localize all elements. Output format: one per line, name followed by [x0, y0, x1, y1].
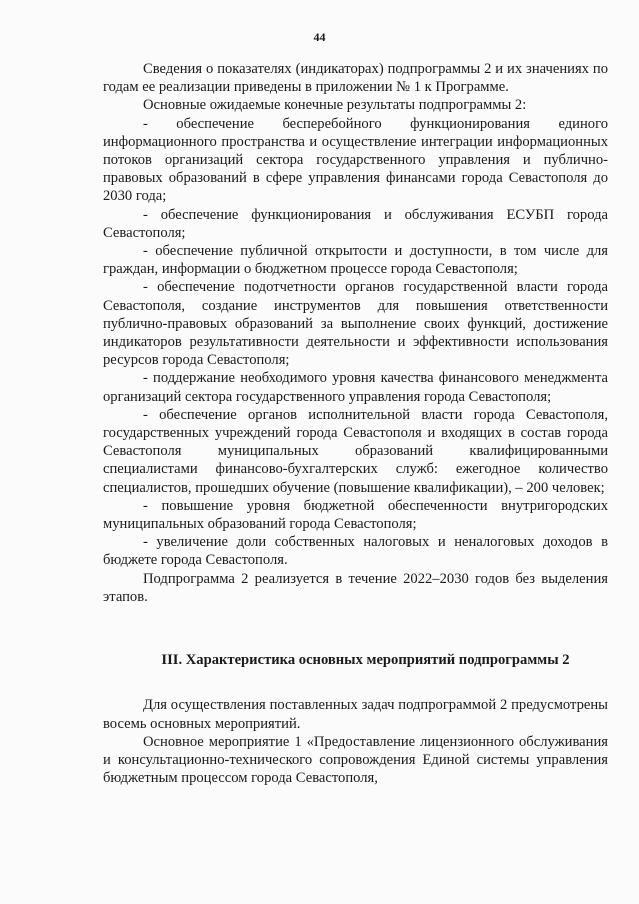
- page-number: 44: [313, 30, 326, 44]
- paragraph: Основное мероприятие 1 «Предоставление лицензионного обслуживания и консультационно-технического сопровождения Единой системы управления бюджетным процессом города Севастополя,: [103, 733, 608, 787]
- section-heading: III. Характеристика основных мероприятий подпрограммы 2: [161, 652, 570, 669]
- paragraph: Для осуществления поставленных задач подпрограммой 2 предусмотрены восемь основных мероприятий.: [103, 697, 608, 732]
- paragraph: Основные ожидаемые конечные результаты подпрограммы 2:: [143, 97, 527, 114]
- list-item: - увеличение доли собственных налоговых и неналоговых доходов в бюджете города Севастополя.: [103, 534, 608, 569]
- spacer: [103, 669, 608, 696]
- spacer: [103, 606, 608, 651]
- list-item: - обеспечение подотчетности органов государственной власти города Севастополя, создание инструментов для повышения ответственности публично-правовых образований за выполнение своих функций, достижение индикаторов результативности деятельности и эффективности использования ресурсов города Севастополя;: [103, 279, 608, 369]
- document-body: [103, 60, 608, 787]
- list-item: - поддержание необходимого уровня качества финансового менеджмента организаций сектора государственного управления города Севастополя;: [103, 370, 608, 405]
- paragraph: Сведения о показателях (индикаторах) подпрограммы 2 и их значениях по годам ее реализации приведены в приложении № 1 к Программе.: [103, 61, 608, 96]
- list-item: - обеспечение органов исполнительной власти города Севастополя, государственных учреждений города Севастополя и входящих в состав города Севастополя муниципальных образований квалифицированными специалистами финансово-бухгалтерских служб: ежегодное количество специалистов, прошедших обучение (повышение квалификации), – 200 человек;: [103, 406, 608, 496]
- list-item: - обеспечение бесперебойного функционирования единого информационного пространства и осуществление интеграции информационных потоков организаций сектора государственного управления и публично-правовых образований в сфере управления финансами города Севастополя до 2030 года;: [103, 115, 608, 205]
- list-item: - обеспечение публичной открытости и доступности, в том числе для граждан, информации о бюджетном процессе города Севастополя;: [103, 243, 608, 278]
- paragraph: Подпрограмма 2 реализуется в течение 2022–2030 годов без выделения этапов.: [103, 570, 608, 605]
- list-item: - обеспечение функционирования и обслуживания ЕСУБП города Севастополя;: [103, 206, 608, 241]
- list-item: - повышение уровня бюджетной обеспеченности внутригородских муниципальных образований города Севастополя;: [103, 497, 608, 533]
